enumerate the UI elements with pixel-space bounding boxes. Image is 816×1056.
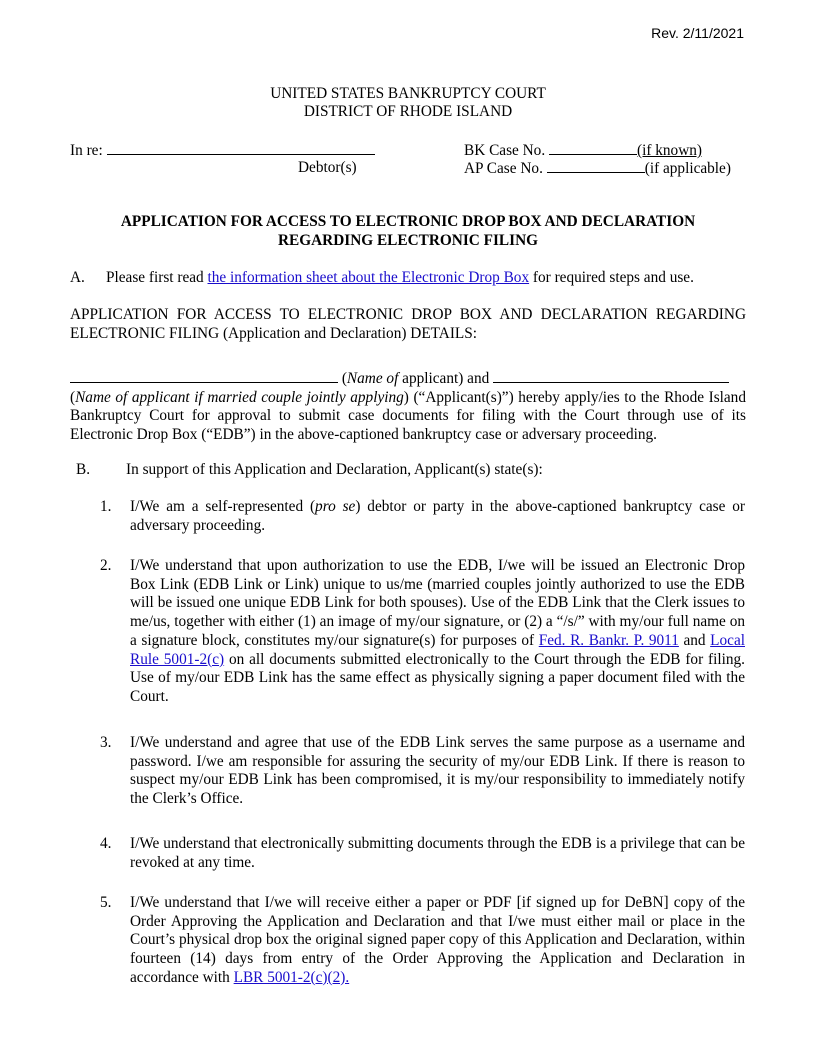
court-name: UNITED STATES BANKRUPTCY COURT — [270, 85, 546, 102]
list-item-4: 4. I/We understand that electronically submitting documents through the EDB is a privilege that can be revoked at any time. — [100, 835, 745, 871]
list-item-3: 3. I/We understand and agree that use of the EDB Link serves the same purpose as a username and password. I/we am responsible for assuring the security of my/our EDB Link. If there is reason to suspect my/our EDB Link has been compromised, it is my/our responsibility to immediately notify the Clerk’s Office. — [100, 734, 745, 808]
applicant-paragraph: (Name of applicant) and (Name of applicant if married couple jointly applying) (“Applicant(s)”) hereby apply/ies to the Rhode Island Bankruptcy Court for approval to submit case documents for filing with the Court through use of its Electronic Drop Box (“EDB”) in the above-captioned bankruptcy case or adversary proceeding. — [70, 370, 746, 444]
court-district: DISTRICT OF RHODE ISLAND — [303, 103, 513, 120]
debtor-label: Debtor(s) — [298, 159, 357, 176]
section-b-label: B. — [76, 461, 91, 478]
applicant-name-line[interactable] — [70, 369, 338, 383]
ap-case-line[interactable] — [547, 159, 645, 173]
fed-rule-9011-link[interactable]: Fed. R. Bankr. P. 9011 — [538, 631, 679, 649]
section-b-text: In support of this Application and Declaration, Applicant(s) state(s): — [126, 461, 543, 478]
list-item-1: 1. I/We am a self-represented (pro se) debtor or party in the above-captioned bankruptcy case or adversary proceeding. — [100, 498, 746, 534]
bk-case-line[interactable] — [549, 141, 637, 155]
list-item-2: 2. I/We understand that upon authorization to use the EDB, I/we will be issued an Electronic Drop Box Link (EDB Link or Link) unique to us/me (married couples jointly authorized to use the EDB will be issued one unique EDB Link for both spouses). Use of the EDB Link that the Clerk issues to me/us, together with either (1) an image of my/our signature, or (2) a “/s/” with my/our full name on a signature block, constitutes my/our signature(s) for purposes of Fed. R. Bankr. P. 9011 and Local Rule 5001-2(c) on all documents submitted electronically to the Court through the EDB for filing. Use of my/our EDB Link has the same effect as physically signing a paper document filed with the Court. — [100, 557, 746, 705]
in-re-label: In re: — [70, 141, 375, 161]
bk-case-row: BK Case No. (if known) — [464, 142, 702, 159]
revision-date: Rev. 2/11/2021 — [651, 25, 744, 41]
local-rule-link[interactable]: Local Rule 5001-2(c) — [130, 631, 745, 668]
section-a-text: Please first read the information sheet about the Electronic Drop Box for required steps and use. — [106, 269, 694, 286]
details-heading: APPLICATION FOR ACCESS TO ELECTRONIC DROP BOX AND DECLARATION REGARDING ELECTRONIC FILING (Application and Declaration) DETAILS: — [70, 306, 746, 342]
debtor-name-line[interactable] — [107, 141, 375, 155]
lbr-5001-link[interactable]: LBR 5001-2(c)(2). — [233, 968, 350, 986]
joint-applicant-name-line[interactable] — [493, 369, 729, 383]
ap-case-row: AP Case No. (if applicable) — [464, 160, 731, 177]
document-title: APPLICATION FOR ACCESS TO ELECTRONIC DROP BOX AND DECLARATION REGARDING ELECTRONIC FILING — [120, 213, 696, 249]
list-item-5: 5. I/We understand that I/we will receive either a paper or PDF [if signed up for DeBN] copy of the Order Approving the Application and Declaration and that I/we must either mail or place in the Court’s physical drop box the original signed paper copy of this Application and Declaration, within fourteen (14) days from entry of the Order Approving the Application and Declaration in accordance with LBR 5001-2(c)(2). — [100, 894, 745, 986]
info-sheet-link[interactable]: the information sheet about the Electronic Drop Box — [207, 269, 530, 286]
section-a-label: A. — [70, 269, 85, 286]
